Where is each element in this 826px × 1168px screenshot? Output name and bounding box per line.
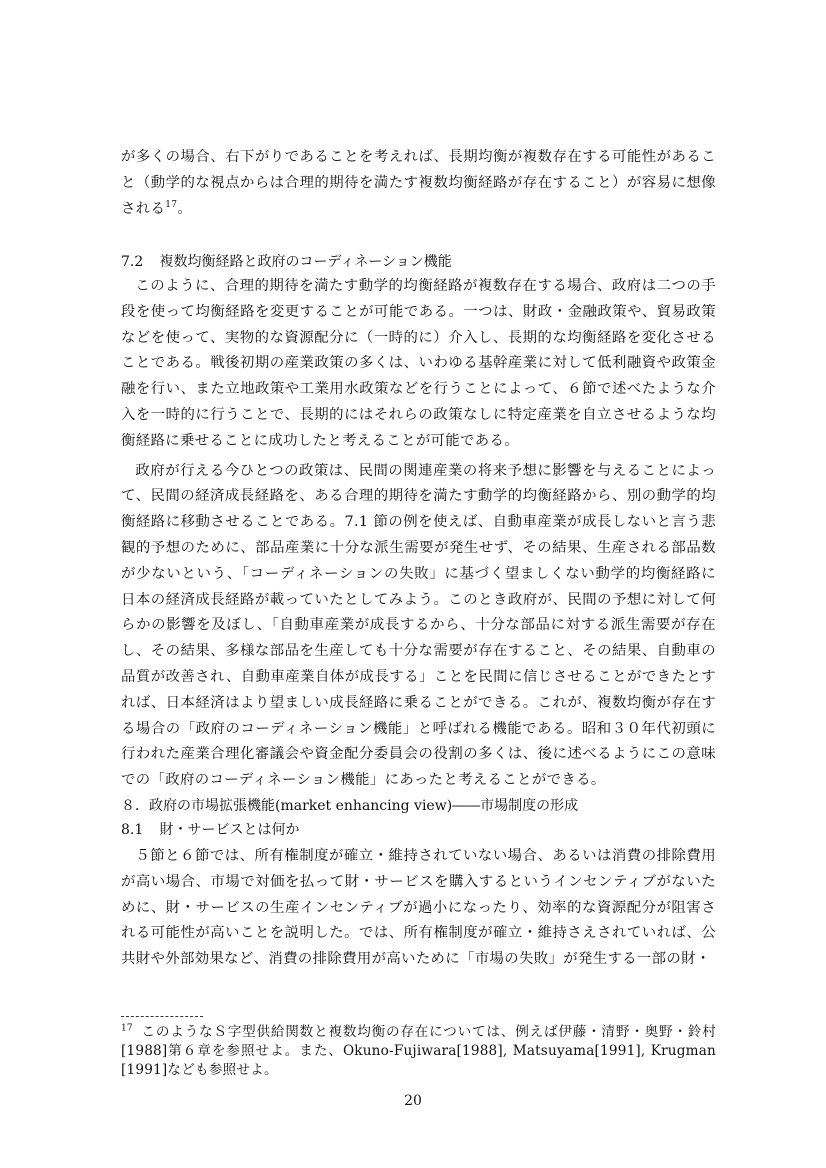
- section-title: 政府の市場拡張機能(market enhancing view)――市場制度の形成: [149, 798, 579, 814]
- section-number: 7.2: [121, 254, 144, 270]
- body-paragraph: 政府が行える今ひとつの政策は、民間の関連産業の将来予想に影響を与えることによって、民間の経済成長経路を、ある合理的期待を満たす動学的均衡経路から、別の動学的均衡経路に移動させることである。7.1 節の例を使えば、自動車産業が成長しないと言う悲観的予想のために、部品産業に十分な派生需要が発生せず、その結果、生産される部品数が少ないという、「コーディネーションの失敗」に基づく望ましくない動学的均衡経路に日本の経済成長経路が載っていたとしてみよう。このとき政府が、民間の予想に対して何らかの影響を及ぼし、「自動車産業が成長するから、十分な部品に対する派生需要が存在し、その結果、多様な部品を生産しても十分な需要が存在すること、その結果、自動車の品質が改善され、自動車産業自体が成長する」ことを民間に信じさせることができたとすれば、日本経済はより望ましい成長経路に乗ることができる。これが、複数均衡が存在する場合の「政府のコーディネーション機能」と呼ばれる機能である。昭和３０年代初頭に行われた産業合理化審議会や資金配分委員会の役割の多くは、後に述べるようにこの意味での「政府のコーディネーション機能」にあったと考えることができる。: [121, 462, 716, 789]
- section-number: ８．: [121, 798, 149, 814]
- section-8-1-heading: [121, 818, 716, 842]
- section-8-1-body: [121, 844, 716, 973]
- page-number: 20: [404, 1093, 422, 1109]
- continuation-paragraph: [121, 145, 716, 222]
- continuation-tail: 。: [177, 200, 193, 217]
- body-paragraph: このように、合理的期待を満たす動学的均衡経路が複数存在する場合、政府は二つの手段を使って均衡経路を変更することが可能である。一つは、財政・金融政策や、貿易政策などを使って、実物的な資源配分に（一時的に）介入し、長期的な均衡経路を変化させることである。戦後初期の産業政策の多くは、いわゆる基幹産業に対して低利融資や政策金融を行い、また立地政策や工業用水政策などを行うことによって、６節で述べたような介入を一時的に行うことで、長期的にはそれらの政策なしに特定産業を自立させるような均衡経路に乗せることに成功したと考えることが可能である。: [121, 278, 716, 449]
- footnote-text: このようなＳ字型供給関数と複数均衡の存在については、例えば伊藤・清野・奥野・鈴村[1988]第６章を参照せよ。また、Okuno-Fujiwara[1988], Matsuyama[1991], Krugman [1991]なども参照せよ。: [121, 1024, 716, 1078]
- footnote-ref-17[interactable]: 17: [165, 199, 178, 210]
- continuation-text: が多くの場合、右下がりであることを考えれば、長期均衡が複数存在する可能性があること（動学的な視点からは合理的期待を満たす複数均衡経路が存在すること）が容易に想像される: [121, 149, 716, 217]
- footnote-number: 17: [121, 1023, 133, 1034]
- section-title: 財・サービスとは何か: [159, 822, 300, 838]
- footnote-divider: [121, 1016, 203, 1017]
- footnote: [121, 1023, 716, 1080]
- section-7-2-body: [121, 274, 716, 794]
- body-paragraph: ５節と６節では、所有権制度が確立・維持されていない場合、あるいは消費の排除費用が高い場合、市場で対価を払って財・サービスを購入するというインセンティブがないために、財・サービスの生産インセンティブが過小になったり、効率的な資源配分が阻害される可能性が高いことを説明した。では、所有権制度が確立・維持さえされていれば、公共財や外部効果など、消費の排除費用が高いために「市場の失敗」が発生する一部の財・: [121, 848, 716, 968]
- section-number: 8.1: [121, 822, 144, 838]
- section-7-2-heading: [121, 250, 716, 274]
- section-8-heading: [121, 794, 716, 818]
- section-title: 複数均衡経路と政府のコーディネーション機能: [159, 254, 452, 270]
